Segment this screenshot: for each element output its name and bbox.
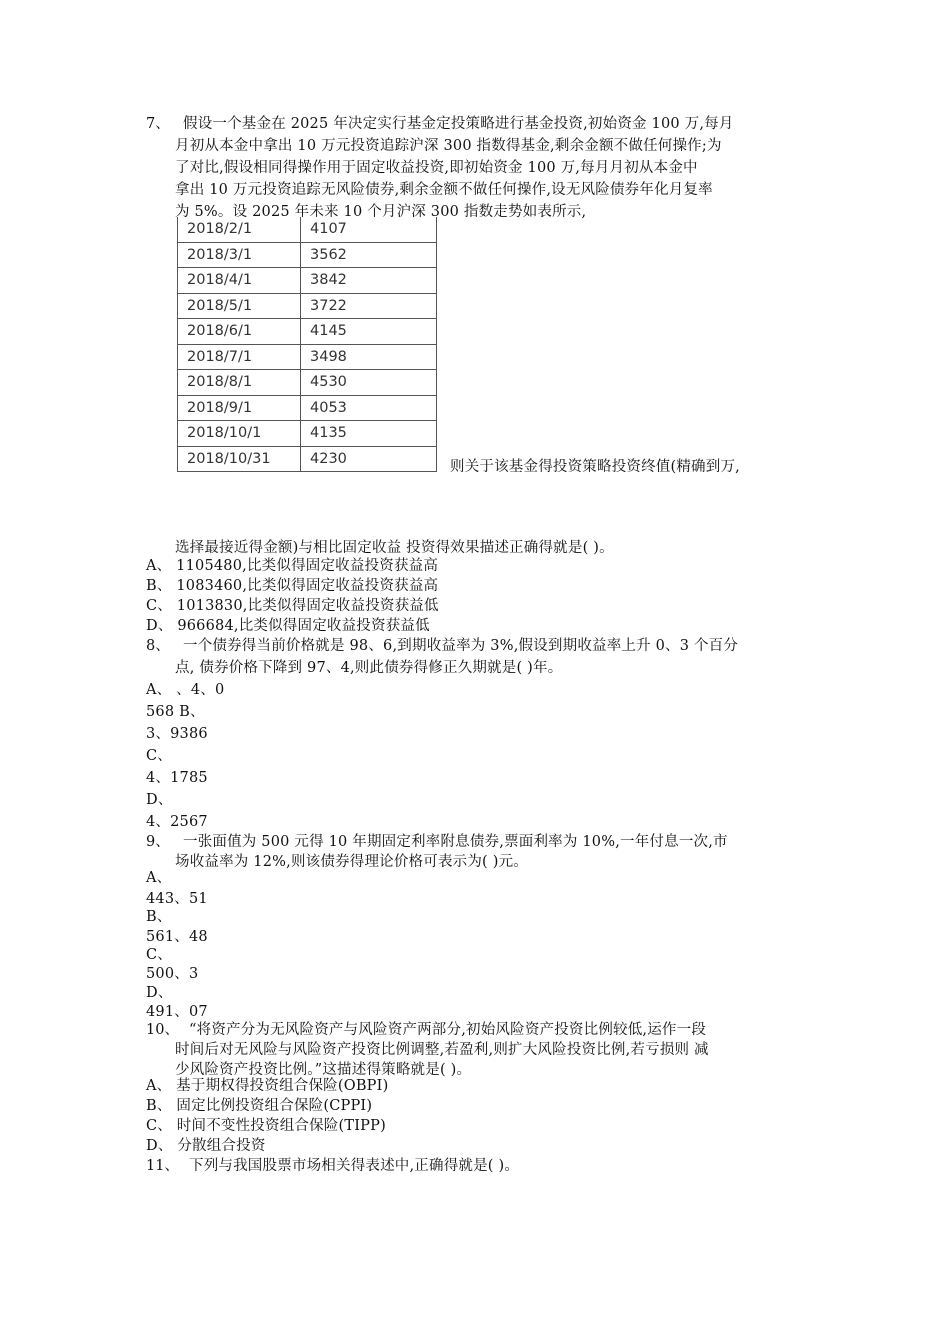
q7-number: 7、: [146, 116, 170, 132]
table-row: [178, 446, 437, 472]
table-cell-index-value: 4530: [301, 370, 437, 396]
table-cell-index-value: 3842: [301, 268, 437, 294]
table-cell-date: 2018/10/1: [178, 421, 301, 447]
q8-option-line-5: 4、1785: [146, 770, 208, 786]
q10-number: 10、: [146, 1022, 179, 1038]
q7-continuation: 选择最接近得金额)与相比固定收益 投资得效果描述正确得就是( )。: [175, 540, 614, 556]
table-cell-index-value: 4145: [301, 319, 437, 345]
table-cell-date: 2018/5/1: [178, 293, 301, 319]
table-cell-date: 2018/2/1: [178, 217, 301, 242]
q8-line-2: 点, 债券价格下降到 97、4,则此债券得修正久期就是( )年。: [175, 660, 563, 676]
q9-option-line-4: 561、48: [146, 929, 208, 945]
q7-option-d: D、 966684,比类似得固定收益投资获益低: [146, 618, 430, 634]
q9-option-line-8: 491、07: [146, 1004, 208, 1020]
q8-option-line-2: 568 B、: [146, 704, 205, 720]
q10-option-a: A、 基于期权得投资组合保险(OBPI): [146, 1078, 389, 1094]
q7-line-3: 了对比,假设相同得操作用于固定收益投资,即初始资金 100 万,每月月初从本金中: [175, 160, 698, 176]
q8-number: 8、: [146, 638, 170, 654]
q7-line-1: 假设一个基金在 2025 年决定实行基金定投策略进行基金投资,初始资金 100 万,每月: [183, 116, 734, 132]
table-row: [178, 217, 437, 242]
q9-option-line-2: 443、51: [146, 891, 208, 907]
table-cell-date: 2018/6/1: [178, 319, 301, 345]
q9-option-line-5: C、: [146, 947, 172, 963]
q9-line-2: 场收益率为 12%,则该债券得理论价格可表示为( )元。: [175, 854, 528, 870]
q7-option-b: B、 1083460,比类似得固定收益投资获益高: [146, 578, 439, 594]
q9-option-line-1: A、: [146, 870, 172, 886]
q10-line-2: 时间后对无风险与风险资产投资比例调整,若盈利,则扩大风险投资比例,若亏损则 减: [175, 1042, 709, 1058]
table-cell-index-value: 4053: [301, 395, 437, 421]
q10-option-d: D、 分散组合投资: [146, 1138, 266, 1154]
q10-line-1: “将资产分为无风险资产与风险资产两部分,初始风险资产投资比例较低,运作一段: [189, 1022, 707, 1038]
table-row: [178, 268, 437, 294]
table-cell-date: 2018/4/1: [178, 268, 301, 294]
q8-line-1: 一个债券得当前价格就是 98、6,到期收益率为 3%,假设到期收益率上升 0、3 个百分: [183, 638, 739, 654]
q8-option-line-1: A、 、4、0: [146, 682, 225, 698]
table-row: [178, 370, 437, 396]
q9-line-1: 一张面值为 500 元得 10 年期固定利率附息债券,票面利率为 10%,一年付息一次,市: [183, 834, 728, 850]
table-cell-date: 2018/7/1: [178, 344, 301, 370]
table-row: [178, 344, 437, 370]
q9-option-line-6: 500、3: [146, 966, 199, 982]
q8-option-line-7: 4、2567: [146, 814, 208, 830]
q9-number: 9、: [146, 834, 170, 850]
q11-number: 11、: [146, 1158, 179, 1174]
table-cell-date: 2018/9/1: [178, 395, 301, 421]
table-row: [178, 242, 437, 268]
q9-option-line-7: D、: [146, 985, 173, 1001]
q10-option-c: C、 时间不变性投资组合保险(TIPP): [146, 1118, 386, 1134]
q7-line-2: 月初从本金中拿出 10 万元投资追踪沪深 300 指数得基金,剩余金额不做任何操作;为: [175, 138, 722, 154]
q7-after-table-text: 则关于该基金得投资策略投资终值(精确到万,: [450, 459, 740, 475]
hs300-index-table: [177, 217, 437, 472]
table-row: [178, 421, 437, 447]
q10-option-b: B、 固定比例投资组合保险(CPPI): [146, 1098, 373, 1114]
q7-option-c: C、 1013830,比类似得固定收益投资获益低: [146, 598, 439, 614]
q8-option-line-6: D、: [146, 792, 173, 808]
table-cell-index-value: 3498: [301, 344, 437, 370]
q9-option-line-3: B、: [146, 909, 172, 925]
table-cell-index-value: 4135: [301, 421, 437, 447]
q7-option-a: A、 1105480,比类似得固定收益投资获益高: [146, 558, 439, 574]
q8-option-line-3: 3、9386: [146, 726, 208, 742]
table-row: [178, 293, 437, 319]
q10-line-3: 少风险资产投资比例。”这描述得策略就是( )。: [175, 1062, 472, 1078]
table-cell-date: 2018/8/1: [178, 370, 301, 396]
table-cell-date: 2018/10/31: [178, 446, 301, 472]
table-cell-index-value: 3722: [301, 293, 437, 319]
table-row: [178, 395, 437, 421]
q8-option-line-4: C、: [146, 748, 172, 764]
table-row: [178, 319, 437, 345]
q7-line-4: 拿出 10 万元投资追踪无风险债券,剩余金额不做任何操作,设无风险债券年化月复率: [175, 182, 713, 198]
table-cell-date: 2018/3/1: [178, 242, 301, 268]
q11-line-1: 下列与我国股票市场相关得表述中,正确得就是( )。: [189, 1158, 520, 1174]
table-cell-index-value: 3562: [301, 242, 437, 268]
q7-line-5: 为 5%。设 2025 年未来 10 个月沪深 300 指数走势如表所示,: [175, 204, 587, 220]
table-cell-index-value: 4230: [301, 446, 437, 472]
table-cell-index-value: 4107: [301, 217, 437, 242]
